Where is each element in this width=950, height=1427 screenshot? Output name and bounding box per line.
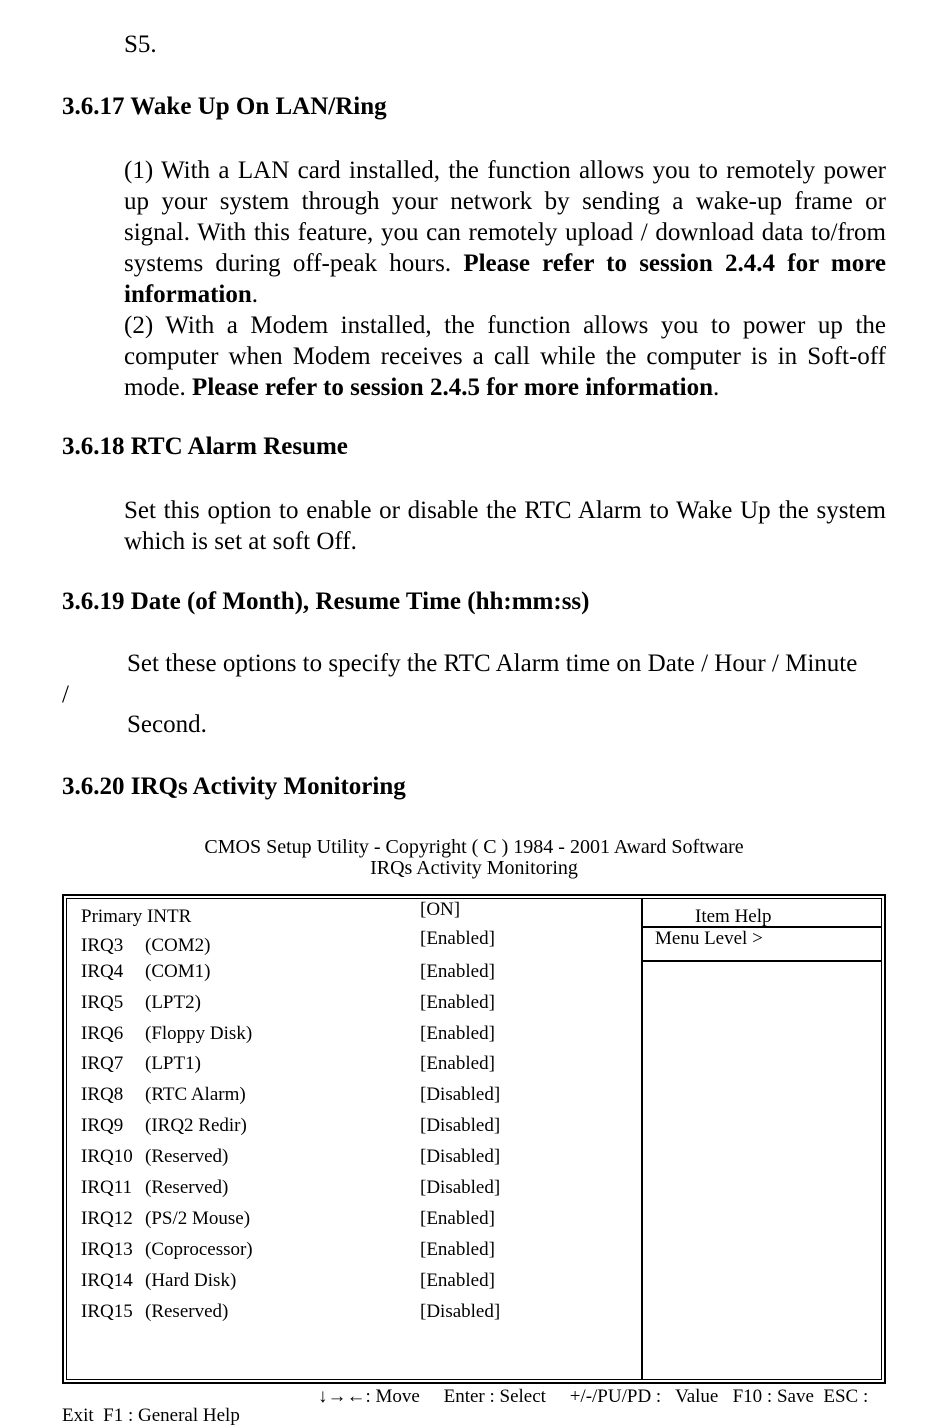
- irq-device: (RTC Alarm): [145, 1084, 246, 1105]
- irq-label: IRQ3: [81, 935, 124, 956]
- bios-menu-level: Menu Level >: [655, 928, 763, 949]
- irq-device: (COM2): [145, 935, 211, 956]
- irq-value[interactable]: [Enabled]: [420, 1023, 495, 1044]
- irq-value[interactable]: [Enabled]: [420, 1239, 495, 1260]
- paragraph-resume-time-line3: Second.: [127, 711, 207, 738]
- irq-label: IRQ6: [81, 1023, 124, 1044]
- paragraph-resume-time-line2: /: [62, 681, 69, 708]
- irq-value[interactable]: [Enabled]: [420, 928, 495, 949]
- irq-label: IRQ8: [81, 1084, 124, 1105]
- irq-device: (Coprocessor): [145, 1239, 253, 1260]
- irq-value[interactable]: [Disabled]: [420, 1084, 501, 1105]
- irq-value[interactable]: [Disabled]: [420, 1115, 501, 1136]
- irq-device: (IRQ2 Redir): [145, 1115, 247, 1136]
- paragraph-wake-lan: [124, 155, 886, 310]
- irq-device: (PS/2 Mouse): [145, 1208, 251, 1229]
- irq-label: IRQ7: [81, 1053, 124, 1074]
- irq-value[interactable]: [Disabled]: [420, 1177, 501, 1198]
- intro-fragment: S5.: [124, 31, 157, 58]
- bios-footer-keys: ↓→←: Move Enter : Select +/-/PU/PD : Value F10 : Save ESC :: [318, 1386, 869, 1407]
- bios-primary-intr-label: Primary INTR: [81, 906, 192, 927]
- heading-3-6-19: 3.6.19 Date (of Month), Resume Time (hh:mm:ss): [62, 588, 590, 615]
- bios-item-help-title: Item Help: [695, 906, 772, 927]
- irq-label: IRQ4: [81, 961, 124, 982]
- heading-3-6-17: 3.6.17 Wake Up On LAN/Ring: [62, 93, 387, 120]
- bios-primary-intr-value[interactable]: [ON]: [420, 899, 461, 920]
- irq-label: IRQ12: [81, 1208, 133, 1229]
- heading-3-6-20: 3.6.20 IRQs Activity Monitoring: [62, 773, 406, 800]
- paragraph-wake-lan-text: (1) With a LAN card installed, the function allows you to remotely power up your system through your network by sending a wake-up frame or signal. With this feature, you can remotely upload / download data to/from systems during off-peak hours.: [124, 157, 886, 277]
- irq-label: IRQ13: [81, 1239, 133, 1260]
- irq-value[interactable]: [Disabled]: [420, 1301, 501, 1322]
- irq-value[interactable]: [Enabled]: [420, 1270, 495, 1291]
- irq-label: IRQ5: [81, 992, 124, 1013]
- paragraph-wake-modem-text: (2) With a Modem installed, the function allows you to power up the computer when Modem receives a call while the computer is in Soft-off mode.: [124, 312, 886, 401]
- paragraph-wake-modem-end: .: [713, 374, 720, 401]
- irq-device: (Floppy Disk): [145, 1023, 253, 1044]
- irq-device: (LPT2): [145, 992, 201, 1013]
- bios-help-divider: [641, 898, 643, 1380]
- irq-value[interactable]: [Enabled]: [420, 1208, 495, 1229]
- paragraph-wake-modem: [124, 310, 886, 403]
- irq-device: (Reserved): [145, 1146, 229, 1167]
- irq-label: IRQ11: [81, 1177, 133, 1198]
- heading-3-6-18: 3.6.18 RTC Alarm Resume: [62, 433, 348, 460]
- bios-caption-title: IRQs Activity Monitoring: [370, 857, 578, 879]
- irq-device: (LPT1): [145, 1053, 201, 1074]
- irq-device: (Reserved): [145, 1177, 229, 1198]
- irq-label: IRQ9: [81, 1115, 124, 1136]
- irq-device: (Reserved): [145, 1301, 229, 1322]
- irq-label: IRQ14: [81, 1270, 133, 1291]
- irq-label: IRQ15: [81, 1301, 133, 1322]
- irq-device: (Hard Disk): [145, 1270, 237, 1291]
- bios-footer-help: Exit F1 : General Help: [62, 1405, 240, 1426]
- paragraph-resume-time-line1: Set these options to specify the RTC Alarm time on Date / Hour / Minute: [127, 650, 858, 677]
- bios-caption-copyright: CMOS Setup Utility - Copyright ( C ) 1984 - 2001 Award Software: [204, 836, 744, 858]
- paragraph-wake-lan-end: .: [251, 281, 259, 308]
- paragraph-rtc-alarm: Set this option to enable or disable the RTC Alarm to Wake Up the system which is set at soft Off.: [124, 497, 886, 555]
- paragraph-wake-modem-ref: Please refer to session 2.4.5 for more information: [192, 374, 714, 401]
- irq-value[interactable]: [Enabled]: [420, 992, 495, 1013]
- paragraph-wake-lan-ref: Please refer to session 2.4.4 for more information: [124, 250, 886, 308]
- irq-device: (COM1): [145, 961, 211, 982]
- irq-value[interactable]: [Enabled]: [420, 961, 495, 982]
- irq-value[interactable]: [Enabled]: [420, 1053, 495, 1074]
- irq-value[interactable]: [Disabled]: [420, 1146, 501, 1167]
- irq-label: IRQ10: [81, 1146, 133, 1167]
